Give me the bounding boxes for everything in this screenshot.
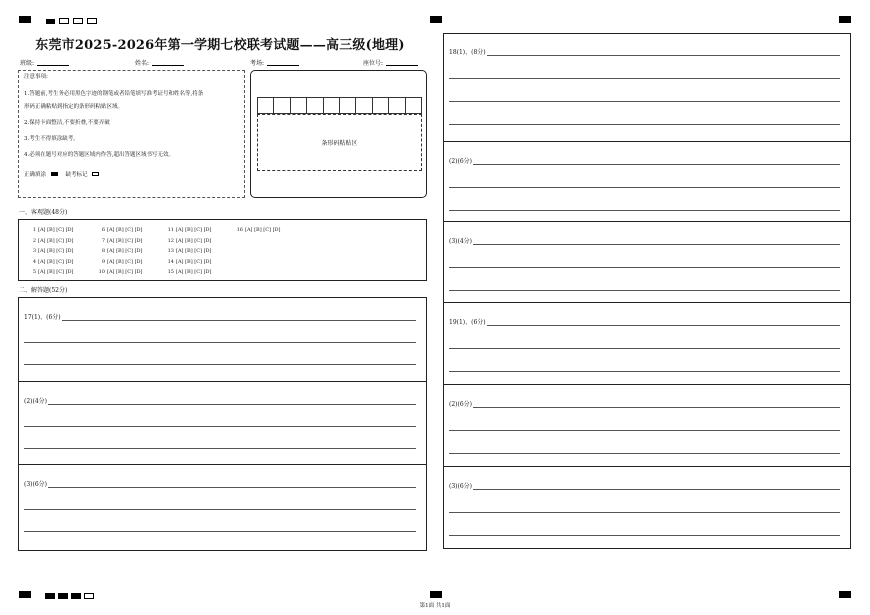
answer-box-right bbox=[443, 33, 851, 549]
question-label: (2)(6分) bbox=[449, 158, 472, 165]
question-label: 17(1)、(6分) bbox=[24, 314, 61, 321]
answer-area-19-3[interactable] bbox=[444, 467, 850, 548]
question-label: (3)(4分) bbox=[449, 238, 472, 245]
absent-mark-label: 缺考标记 bbox=[65, 171, 88, 178]
answer-area-19-2[interactable] bbox=[444, 385, 850, 467]
exam-code-mark bbox=[73, 18, 83, 24]
question-label: (3)(6分) bbox=[24, 481, 47, 488]
answer-box-left bbox=[18, 297, 427, 551]
barcode-paste-area bbox=[257, 114, 422, 171]
page-title: 东莞市2025-2026年第一学期七校联考试题——高三级(地理) bbox=[35, 38, 405, 53]
alignment-mark bbox=[46, 19, 55, 24]
question-row[interactable]: 12 [A] [B] [C] [D] bbox=[167, 237, 212, 244]
question-row[interactable]: 11 [A] [B] [C] [D] bbox=[167, 227, 212, 233]
answer-area-18-3[interactable] bbox=[444, 222, 850, 303]
answer-area-17-3[interactable] bbox=[19, 465, 426, 550]
absent-mark-box[interactable] bbox=[92, 172, 99, 176]
answer-area-18-2[interactable] bbox=[444, 142, 850, 222]
barcode-box bbox=[250, 70, 427, 198]
question-row[interactable]: 14 [A] [B] [C] [D] bbox=[167, 258, 212, 265]
exam-number-cells[interactable] bbox=[257, 97, 422, 114]
seat-number-field[interactable]: 座位号: bbox=[363, 58, 418, 67]
question-row[interactable]: 2 [A] [B] [C] [D] bbox=[32, 237, 74, 244]
name-field[interactable]: 姓名: bbox=[135, 58, 184, 67]
class-field[interactable]: 班级: bbox=[20, 58, 69, 67]
page-footer: 第1面 共1面 bbox=[419, 603, 451, 609]
question-row[interactable]: 13 [A] [B] [C] [D] bbox=[167, 248, 212, 254]
notice-item: 4.必须在题号对应的答题区域内作答,超出答题区域书写无效。 bbox=[24, 152, 174, 158]
question-row[interactable]: 10 [A] [B] [C] [D] bbox=[98, 269, 143, 275]
question-row[interactable]: 5 [A] [B] [C] [D] bbox=[32, 269, 74, 275]
notice-item: 1.答题前,考生务必用黑色字迹的钢笔或者铅笔填写准考证号和姓名等,将条 bbox=[24, 90, 204, 97]
alignment-mark bbox=[19, 16, 31, 23]
alignment-mark bbox=[45, 593, 55, 599]
answer-area-17-2[interactable] bbox=[19, 382, 426, 465]
section-answer-heading: 二、解答题(52分) bbox=[19, 287, 68, 294]
answer-area-19-1[interactable] bbox=[444, 303, 850, 385]
exam-room-field[interactable]: 考场: bbox=[250, 58, 299, 67]
question-row[interactable]: 1 [A] [B] [C] [D] bbox=[32, 227, 74, 233]
question-label: (2)(4分) bbox=[24, 398, 47, 405]
question-row[interactable]: 15 [A] [B] [C] [D] bbox=[167, 269, 212, 275]
question-row[interactable]: 7 [A] [B] [C] [D] bbox=[101, 237, 143, 244]
barcode-label: 条形码粘贴区 bbox=[321, 140, 358, 147]
answer-area-17-1[interactable] bbox=[19, 298, 426, 382]
question-row[interactable]: 9 [A] [B] [C] [D] bbox=[101, 258, 143, 265]
question-label: 19(1)、(6分) bbox=[449, 319, 486, 326]
exam-code-mark bbox=[87, 18, 97, 24]
answer-area-18-1[interactable] bbox=[444, 34, 850, 142]
notice-box bbox=[18, 70, 245, 198]
question-row[interactable]: 16 [A] [B] [C] [D] bbox=[236, 227, 281, 233]
alignment-mark bbox=[19, 591, 31, 598]
section-objective-heading: 一、客观题(48分) bbox=[19, 209, 68, 216]
notice-item: 2.保持卡面整洁,不要折叠,不要弄破 bbox=[24, 120, 110, 126]
notice-item: 3.考生不得填涂缺考。 bbox=[24, 136, 79, 142]
alignment-mark bbox=[58, 593, 68, 599]
correct-fill-label: 正确填涂 bbox=[24, 171, 47, 178]
exam-code-mark bbox=[84, 593, 94, 599]
question-row[interactable]: 4 [A] [B] [C] [D] bbox=[32, 258, 74, 265]
exam-code-mark bbox=[59, 18, 69, 24]
notice-heading: 注意事项: bbox=[24, 74, 48, 80]
question-label: 18(1)、(8分) bbox=[449, 49, 486, 56]
notice-item: 形码正确粘贴到指定的条形码粘贴区域。 bbox=[24, 104, 124, 110]
alignment-mark bbox=[430, 591, 442, 598]
multiple-choice-box bbox=[18, 219, 427, 281]
question-row[interactable]: 8 [A] [B] [C] [D] bbox=[101, 248, 143, 254]
question-label: (2)(6分) bbox=[449, 401, 472, 408]
alignment-mark bbox=[839, 16, 851, 23]
question-row[interactable]: 6 [A] [B] [C] [D] bbox=[101, 227, 143, 233]
question-row[interactable]: 3 [A] [B] [C] [D] bbox=[32, 248, 74, 254]
question-label: (3)(6分) bbox=[449, 483, 472, 490]
correct-fill-sample bbox=[51, 172, 58, 176]
alignment-mark bbox=[839, 591, 851, 598]
alignment-mark bbox=[71, 593, 81, 599]
alignment-mark bbox=[430, 16, 442, 23]
